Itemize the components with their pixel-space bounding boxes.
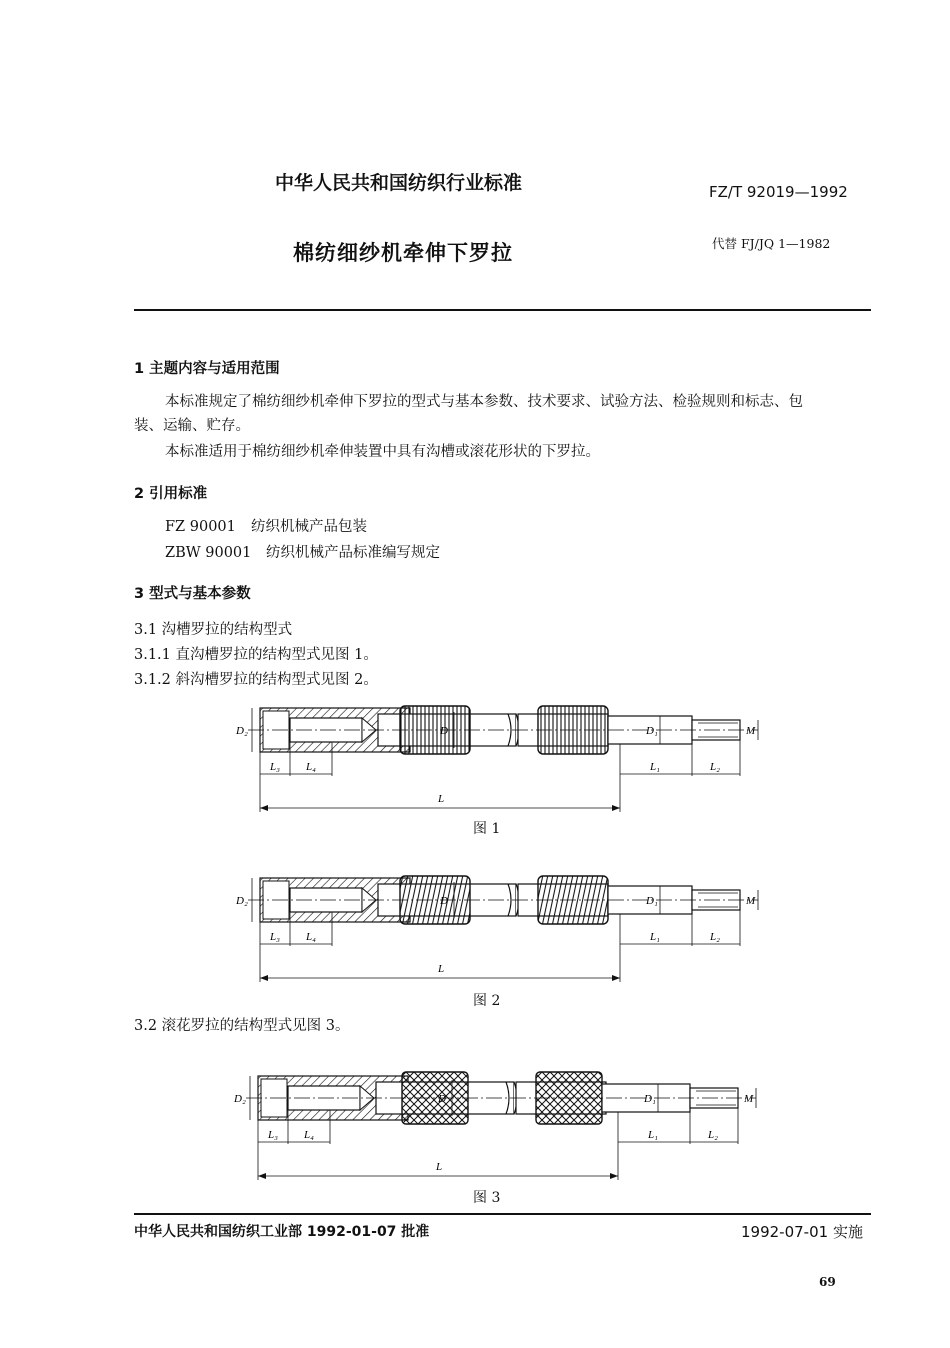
dim-label-l4: L₄	[306, 931, 316, 943]
section-1-heading: 1 主题内容与适用范围	[134, 361, 280, 377]
dim-label-m: M	[746, 895, 756, 907]
section-3-heading: 3 型式与基本参数	[134, 586, 251, 602]
reference-title: 纺织机械产品标准编写规定	[266, 545, 440, 561]
figure-1-caption: 图 1	[473, 821, 501, 837]
figure-1-drawing	[228, 700, 768, 815]
reference-code: ZBW 90001	[165, 545, 252, 561]
section-3-1-1: 3.1.1 直沟槽罗拉的结构型式见图 1。	[134, 647, 378, 663]
dim-label-d2: D₂	[234, 1093, 246, 1105]
replaces-note: 代替 FJ/JQ 1—1982	[712, 236, 831, 251]
standard-number: FZ/T 92019—1992	[709, 183, 848, 201]
section-3-1: 3.1 沟槽罗拉的结构型式	[134, 622, 293, 638]
dim-label-l3: L₃	[270, 761, 280, 773]
section-1-para-2: 本标准适用于棉纺细纱机牵伸装置中具有沟槽或滚花形状的下罗拉。	[165, 444, 600, 460]
dim-label-m: M	[746, 725, 756, 737]
dim-label-l4: L₄	[306, 761, 316, 773]
dim-label-d: D	[440, 895, 448, 907]
header-rule	[134, 309, 871, 311]
effective-date: 1992-07-01 实施	[741, 1223, 863, 1241]
dim-label-l1: L₁	[650, 761, 660, 773]
section-3-2: 3.2 滚花罗拉的结构型式见图 3。	[134, 1018, 350, 1034]
dim-label-d: D	[440, 725, 448, 737]
section-1-para-1-line-2: 装、运输、贮存。	[134, 418, 250, 434]
page-number: 69	[819, 1275, 836, 1289]
section-3-1-2: 3.1.2 斜沟槽罗拉的结构型式见图 2。	[134, 672, 378, 688]
dim-label-d: D	[438, 1093, 446, 1105]
dim-label-l3: L₃	[268, 1129, 278, 1141]
dim-label-d2: D₂	[236, 725, 248, 737]
reference-title: 纺织机械产品包装	[251, 519, 367, 535]
dim-label-d2: D₂	[236, 895, 248, 907]
doc-title: 棉纺细纱机牵伸下罗拉	[293, 241, 513, 265]
dim-label-l4: L₄	[304, 1129, 314, 1141]
figure-3-caption: 图 3	[473, 1190, 501, 1206]
org-title: 中华人民共和国纺织行业标准	[275, 172, 523, 194]
figure-2-drawing	[228, 870, 768, 985]
dim-label-l1: L₁	[648, 1129, 658, 1141]
figure-3-drawing	[226, 1068, 766, 1183]
dim-label-l: L	[438, 963, 445, 975]
reference-item	[165, 541, 440, 565]
dim-label-l: L	[436, 1161, 443, 1173]
dim-label-l2: L₂	[710, 931, 720, 943]
dim-label-d1: D₁	[646, 895, 658, 907]
dim-label-m: M	[744, 1093, 754, 1105]
section-1-para-1-line-1: 本标准规定了棉纺细纱机牵伸下罗拉的型式与基本参数、技术要求、试验方法、检验规则和标志、包	[165, 394, 803, 410]
dim-label-l2: L₂	[710, 761, 720, 773]
dim-label-l1: L₁	[650, 931, 660, 943]
footer-rule	[134, 1213, 871, 1215]
dim-label-d1: D₁	[646, 725, 658, 737]
figure-2-caption: 图 2	[473, 993, 501, 1009]
dim-label-l2: L₂	[708, 1129, 718, 1141]
reference-item	[165, 515, 367, 539]
approval-note: 中华人民共和国纺织工业部 1992-01-07 批准	[134, 1224, 430, 1240]
dim-label-l: L	[438, 793, 445, 805]
dim-label-l3: L₃	[270, 931, 280, 943]
dim-label-d1: D₁	[644, 1093, 656, 1105]
section-2-heading: 2 引用标准	[134, 486, 208, 502]
reference-code: FZ 90001	[165, 519, 236, 535]
